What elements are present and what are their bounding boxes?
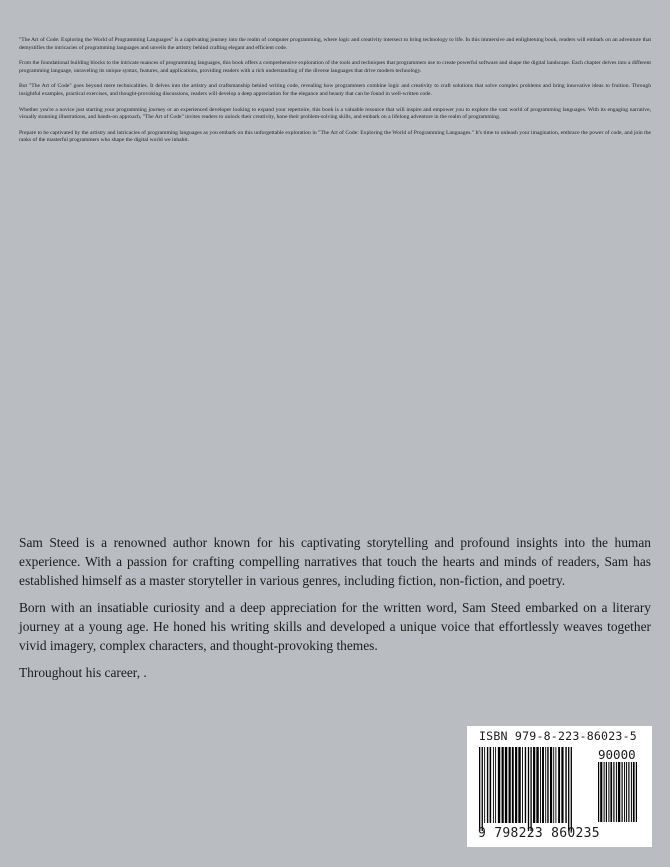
barcode-bar bbox=[528, 747, 529, 831]
barcode-bar bbox=[558, 747, 560, 823]
bio-paragraph-1: Sam Steed is a renowned author known for his captivating storytelling and profound insights into the human experience. With a passion for crafting compelling narratives that touch the hearts and minds of readers, Sam has established himself as a master storyteller in various genres, including fiction, non-fiction, and poetry. bbox=[19, 535, 651, 588]
bio-paragraph-3: Throughout his career, . bbox=[19, 665, 147, 680]
barcode-bar bbox=[487, 747, 488, 823]
barcode-bar bbox=[482, 747, 483, 831]
barcode-bar bbox=[631, 762, 632, 822]
barcode-bar bbox=[626, 762, 627, 822]
barcode-bar bbox=[568, 747, 569, 831]
barcode-bar bbox=[545, 747, 546, 823]
barcode-bar bbox=[522, 747, 523, 823]
barcode-bar bbox=[512, 747, 514, 823]
barcode-bar bbox=[624, 762, 625, 822]
barcode-bar bbox=[565, 747, 566, 823]
blurb-paragraph-4: Whether you're a novice just starting your programming journey or an experienced developer looking to expand your repertoire, this book is a valuable resource that will inspire and empower you to explore the vast world of programming languages. With its engaging narrative, visually stunning illustrations, and hands-on approach, "The Art of Code" invites readers to unlock their creativity, hone their problem-solving skills, and embark on a lifelong adventure in the realm of programming. bbox=[19, 106, 651, 121]
barcode-bar bbox=[509, 747, 511, 823]
barcode-bar bbox=[561, 747, 563, 823]
barcode-bar bbox=[536, 747, 538, 823]
barcode-bar bbox=[616, 762, 617, 822]
barcode-bar bbox=[547, 747, 548, 823]
barcode-bar bbox=[628, 762, 629, 822]
author-bio bbox=[19, 533, 651, 690]
barcode-bar bbox=[525, 747, 526, 823]
back-cover-blurb bbox=[19, 37, 651, 153]
barcode-bar bbox=[518, 747, 520, 823]
barcode-bar bbox=[618, 762, 620, 822]
barcode-bar bbox=[533, 747, 535, 823]
isbn-digits: 9 798223 860235 bbox=[478, 826, 600, 841]
barcode-bar bbox=[553, 747, 554, 823]
barcode-bar bbox=[484, 747, 485, 823]
blurb-paragraph-5: Prepare to be captivated by the artistry and intricacies of programming languages as you embark on this unforgettable exploration in "The Art of Code: Exploring the World of Programming Languages." It's time to unleash your imagination, embrace the power of code, and join the ranks of the masterful programmers who shape the digital world we inhabit. bbox=[19, 129, 651, 144]
barcode-bar bbox=[610, 762, 612, 822]
barcode-bar bbox=[600, 762, 602, 822]
barcode-bar bbox=[633, 762, 635, 822]
barcode-bar bbox=[490, 747, 492, 823]
barcode-bar bbox=[608, 762, 609, 822]
barcode-bar bbox=[479, 747, 480, 831]
barcode-bar bbox=[604, 762, 605, 822]
barcode-bar bbox=[550, 747, 552, 823]
blurb-paragraph-2: From the foundational building blocks to the intricate nuances of programming languages, this book offers a comprehensive exploration of the tools and techniques that programmers use to create powerful software and shape the digital landscape. Each chapter delves into a different programming language, unraveling its unique syntax, features, and applications, providing readers with a rich understanding of the diverse languages that drive modern technology. bbox=[19, 60, 651, 74]
isbn-label: ISBN 979-8-223-86023-5 bbox=[479, 729, 637, 743]
barcode-bar bbox=[505, 747, 507, 823]
barcode-bar bbox=[598, 762, 599, 822]
bio-paragraph-2: Born with an insatiable curiosity and a deep appreciation for the written word, Sam Steed embarked on a literary journey at a young age. He honed his writing skills and developed a unique voice that effortlessly weaves together vivid imagery, complex characters, and thought-provoking themes. bbox=[19, 600, 651, 653]
barcode-bar bbox=[498, 747, 500, 823]
barcode-bar bbox=[622, 762, 623, 822]
barcode-bar bbox=[555, 747, 556, 823]
barcode-bar bbox=[502, 747, 504, 823]
price-code: 90000 bbox=[598, 747, 636, 762]
barcode-bar bbox=[493, 747, 494, 823]
barcode-bar bbox=[542, 747, 544, 823]
barcode-bar bbox=[495, 747, 496, 823]
barcode-bar bbox=[613, 762, 614, 822]
barcode-bar bbox=[515, 747, 517, 823]
barcode-bar bbox=[540, 747, 541, 823]
barcode-bar bbox=[571, 747, 572, 831]
isbn-barcode-box bbox=[467, 726, 652, 847]
blurb-paragraph-3: But "The Art of Code" goes beyond mere technicalities. It delves into the artistry and craftsmanship behind writing code, revealing how programmers combine logic and creativity to craft solutions that solve complex problems and bring innovative ideas to fruition. Through insightful examples, practical exercises, and thought-provoking discussions, readers will develop a deep appreciation for the elegance and beauty that can be found in well-written code. bbox=[19, 83, 651, 97]
barcode-bar bbox=[636, 762, 637, 822]
blurb-paragraph-1: "The Art of Code: Exploring the World of Programming Languages" is a captivating journey into the realm of computer programming, where logic and creativity intersect to bring technology to life. In this immersive and enlightening book, readers will embark on an adventure that demystifies the intricacies of programming languages and unveils the artistry behind crafting elegant and efficient code. bbox=[19, 37, 651, 51]
barcode-bar bbox=[606, 762, 607, 822]
barcode-bar bbox=[530, 747, 531, 831]
